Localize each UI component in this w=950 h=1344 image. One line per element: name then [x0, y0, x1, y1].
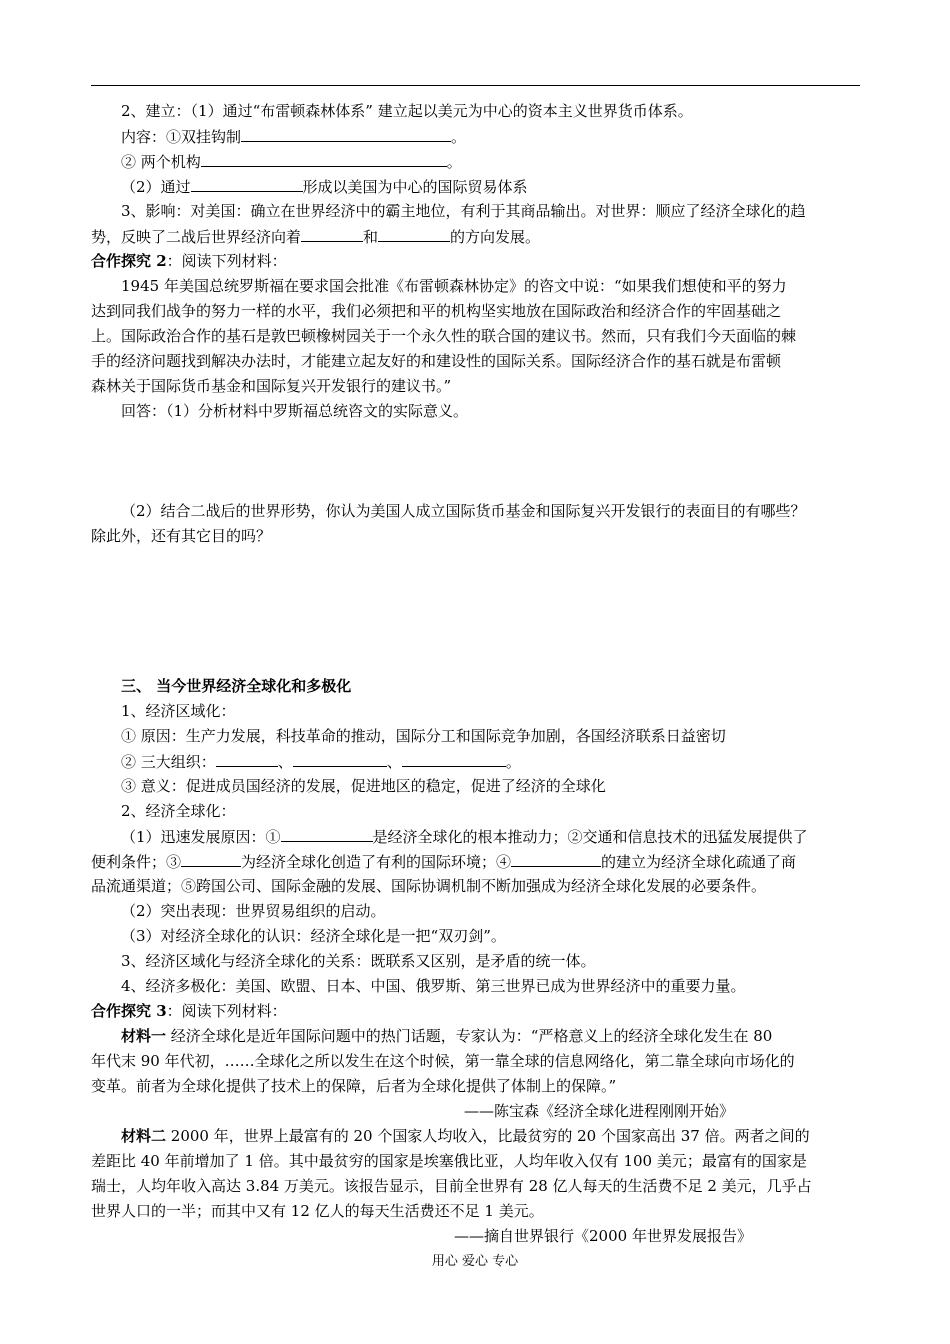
text: ：阅读下列材料：: [166, 1002, 287, 1020]
text: 品流通渠道；⑤跨国公司、国际金融的发展、国际协调机制不断加强成为经济全球化发展的必要条件。: [91, 877, 767, 895]
regionalization-line: [121, 702, 901, 720]
text: 3、影响：对美国：确立在世界经济中的霸主地位，有利于其商品输出。对世界：顺应了经济全球化的趋: [121, 202, 806, 220]
text: （2）突出表现：世界贸易组织的启动。: [121, 902, 386, 920]
fill-blank[interactable]: [241, 127, 451, 142]
header-rule: [91, 85, 860, 86]
text: 手的经济问题找到解决办法时，才能建立起友好的和建设性的国际关系。国际经济合作的基石就是布雷顿: [91, 352, 782, 370]
exploration-label: 合作探究 2: [91, 252, 167, 270]
multipolarity-line: [121, 977, 901, 995]
text: 经济全球化是近年国际问题中的热门话题，专家认为：“严格意义上的经济全球化发生在 80: [166, 1027, 773, 1045]
text: 年代末 90 年代初，……全球化之所以发生在这个时候，第一靠全球的信息网络化，第二靠全球向市场化的: [91, 1052, 795, 1070]
organizations-line: [121, 752, 901, 771]
relationship-line: [121, 952, 901, 970]
fill-blank[interactable]: [378, 227, 450, 242]
cause-line: [121, 727, 901, 745]
text: 、: [386, 753, 402, 771]
text: ：阅读下列材料：: [166, 252, 287, 270]
text: ② 两个机构: [121, 153, 201, 171]
text: 3、经济区域化与经济全球化的关系：既联系又区别，是矛盾的统一体。: [121, 952, 596, 970]
text: 、: [277, 753, 293, 771]
material-1-line: [91, 1052, 871, 1070]
material-label: 材料一: [121, 1027, 167, 1045]
text: 2、经济全球化：: [121, 802, 236, 820]
text: 和: [363, 228, 379, 246]
exploration-2-title: [91, 252, 871, 270]
text: 。: [505, 753, 521, 771]
reasons-line: [121, 827, 901, 846]
text: ——摘自世界银行《2000 年世界发展报告》: [454, 1227, 752, 1245]
fill-blank[interactable]: [402, 752, 506, 767]
institutions-line: [121, 152, 901, 171]
page-footer: 用心 爱心 专心: [431, 1254, 519, 1269]
material-paragraph: [91, 352, 871, 370]
section-3-heading: [121, 677, 901, 695]
fill-blank[interactable]: [281, 827, 373, 842]
material-paragraph: [91, 302, 871, 320]
text: 达到同我们战争的努力一样的水平，我们必须把和平的机构坚实地放在国际政治和经济合作的牢固基础之: [91, 302, 782, 320]
trade-system-line: [121, 177, 901, 196]
text: 差距比 40 年前增加了 1 倍。其中最贫穷的国家是埃塞俄比亚，人均年收入仅有 100 美元；最富有的国家是: [91, 1152, 807, 1170]
text: 为经济全球化创造了有利的国际环境；④: [241, 853, 512, 871]
significance-line: [121, 777, 901, 795]
question-2: [121, 502, 901, 520]
text: （2）通过: [121, 178, 191, 196]
material-label: 材料二: [121, 1127, 167, 1145]
manifestation-line: [121, 902, 901, 920]
text: 形成以美国为中心的国际贸易体系: [302, 178, 528, 196]
influence-line: [121, 202, 901, 220]
text: （3）对经济全球化的认识：经济全球化是一把“双刃剑”。: [121, 927, 506, 945]
material-paragraph: [121, 277, 901, 295]
text: ② 三大组织：: [121, 753, 216, 771]
question-2-cont: [91, 527, 871, 545]
fill-blank[interactable]: [301, 227, 363, 242]
material-2-source: [454, 1227, 752, 1245]
text: 4、经济多极化：美国、欧盟、日本、中国、俄罗斯、第三世界已成为世界经济中的重要力量。: [121, 977, 746, 995]
fill-blank[interactable]: [511, 852, 601, 867]
content-line: [121, 127, 901, 146]
fill-blank[interactable]: [191, 177, 303, 192]
text: 是经济全球化的根本推动力；②交通和信息技术的迅猛发展提供了: [372, 828, 808, 846]
text: 内容：①双挂钩制: [121, 128, 242, 146]
text: 。: [446, 153, 462, 171]
material-2-line: [91, 1152, 871, 1170]
text: 势，反映了二战后世界经济向着: [91, 228, 302, 246]
influence-line-2: [91, 227, 871, 246]
text: 上。国际政治合作的基石是敦巴顿橡树园关于一个永久性的联合国的建议书。然而，只有我们今天面临的棘: [91, 327, 797, 345]
material-2-line: [121, 1127, 901, 1145]
material-paragraph: [91, 327, 871, 345]
text: ——陈宝森《经济全球化进程刚刚开始》: [464, 1102, 735, 1120]
text: 2、建立：（1）通过“布雷顿森林体系” 建立起以美元为中心的资本主义世界货币体系。: [121, 102, 693, 120]
material-2-line: [91, 1202, 871, 1220]
text: （2）结合二战后的世界形势，你认为美国人成立国际货币基金和国际复兴开发银行的表面目的有哪些？: [121, 502, 806, 520]
material-1-source: [464, 1102, 734, 1120]
text: ① 原因：生产力发展，科技革命的推动，国际分工和国际竞争加剧，各国经济联系日益密切: [121, 727, 726, 745]
text: 的建立为经济全球化疏通了商: [601, 853, 797, 871]
fill-blank[interactable]: [293, 752, 387, 767]
exploration-label: 合作探究 3: [91, 1002, 167, 1020]
question-1: [121, 402, 901, 420]
fill-blank[interactable]: [181, 852, 241, 867]
material-2-line: [91, 1177, 871, 1195]
material-1-line: [121, 1027, 901, 1045]
text: 1、经济区域化：: [121, 702, 236, 720]
globalization-line: [121, 802, 901, 820]
understanding-line: [121, 927, 901, 945]
fill-blank[interactable]: [216, 752, 278, 767]
text: 变革。前者为全球化提供了技术上的保障，后者为全球化提供了体制上的保障。”: [91, 1077, 617, 1095]
reasons-line-3: [91, 877, 871, 895]
reasons-line-2: [91, 852, 871, 871]
fill-blank[interactable]: [201, 152, 447, 167]
text: 森林关于国际货币基金和国际复兴开发银行的建议书。”: [91, 377, 452, 395]
text: （1）迅速发展原因：①: [121, 828, 281, 846]
establish-line: [121, 102, 901, 120]
exploration-3-title: [91, 1002, 871, 1020]
text: 三、 当今世界经济全球化和多极化: [121, 677, 352, 695]
text: 1945 年美国总统罗斯福在要求国会批准《布雷顿森林协定》的咨文中说：“如果我们想使和平的努力: [121, 277, 787, 295]
text: 便利条件；③: [91, 853, 182, 871]
text: 瑞士，人均年收入高达 3.84 万美元。该报告显示，目前全世界有 28 亿人每天的生活费不足 2 美元，几乎占: [91, 1177, 812, 1195]
text: 2000 年，世界上最富有的 20 个国家人均收入，比最贫穷的 20 个国家高出 37 倍。两者之间的: [166, 1127, 810, 1145]
text: 。: [451, 128, 467, 146]
text: ③ 意义：促进成员国经济的发展，促进地区的稳定，促进了经济的全球化: [121, 777, 606, 795]
material-1-line: [91, 1077, 871, 1095]
material-paragraph: [91, 377, 871, 395]
text: 的方向发展。: [450, 228, 541, 246]
text: 除此外，还有其它目的吗？: [91, 527, 272, 545]
text: 回答：（1）分析材料中罗斯福总统咨文的实际意义。: [121, 402, 469, 420]
text: 世界人口的一半；而其中又有 12 亿人的每天生活费还不足 1 美元。: [91, 1202, 544, 1220]
